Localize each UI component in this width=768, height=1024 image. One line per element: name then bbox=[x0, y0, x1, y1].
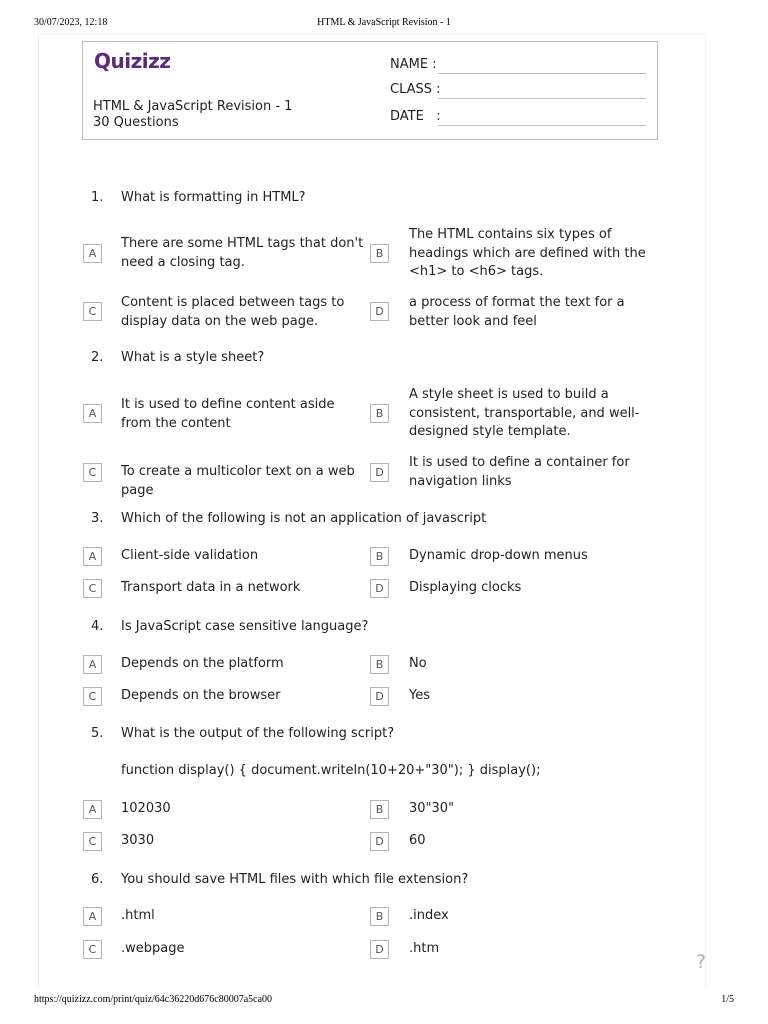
option-letter-box[interactable]: C bbox=[83, 302, 102, 321]
class-field[interactable] bbox=[390, 82, 650, 102]
date-line bbox=[438, 125, 646, 126]
option-text: a process of format the text for a better look and feel bbox=[409, 295, 625, 329]
option-letter-box[interactable]: A bbox=[83, 547, 102, 566]
question-text: What is formatting in HTML? bbox=[121, 190, 306, 205]
question-text: You should save HTML files with which file extension? bbox=[121, 872, 469, 887]
option-letter-box[interactable]: A bbox=[83, 907, 102, 926]
option-letter-box[interactable]: C bbox=[83, 463, 102, 482]
option-letter-box[interactable]: A bbox=[83, 244, 102, 263]
option-letter-box[interactable]: B bbox=[370, 655, 389, 674]
option-letter-box[interactable]: D bbox=[370, 463, 389, 482]
option-text: A style sheet is used to build a consistent, transportable, and well-designed style template. bbox=[409, 387, 640, 439]
option-text: 102030 bbox=[121, 801, 171, 816]
question-number: 2. bbox=[91, 350, 104, 365]
date-label: DATE : bbox=[390, 109, 441, 124]
help-icon[interactable]: ? bbox=[696, 951, 707, 973]
option-letter-box[interactable]: A bbox=[83, 800, 102, 819]
print-header bbox=[0, 17, 768, 31]
option-text: .index bbox=[409, 908, 449, 923]
option-letter-box[interactable]: D bbox=[370, 832, 389, 851]
option-letter-box[interactable]: D bbox=[370, 940, 389, 959]
option-text: Depends on the browser bbox=[121, 688, 281, 703]
option-letter-box[interactable]: C bbox=[83, 940, 102, 959]
option-text: .htm bbox=[409, 941, 440, 956]
option-letter-box[interactable]: C bbox=[83, 832, 102, 851]
print-footer bbox=[0, 994, 768, 1008]
option-text: Client-side validation bbox=[121, 548, 259, 563]
question-number: 1. bbox=[91, 190, 104, 205]
question-number: 3. bbox=[91, 511, 104, 526]
name-line bbox=[438, 73, 646, 74]
option-letter-box[interactable]: D bbox=[370, 302, 389, 321]
option-letter-box[interactable]: C bbox=[83, 579, 102, 598]
print-datetime: 30/07/2023, 12:18 bbox=[34, 17, 108, 28]
option-letter-box[interactable]: A bbox=[83, 404, 102, 423]
option-letter-box[interactable]: C bbox=[83, 687, 102, 706]
option-text: No bbox=[409, 656, 427, 671]
question-text: What is a style sheet? bbox=[121, 350, 265, 365]
print-page-number: 1/5 bbox=[721, 994, 734, 1005]
question-number: 5. bbox=[91, 726, 104, 741]
option-text: .webpage bbox=[121, 941, 185, 956]
print-url: https://quizizz.com/print/quiz/64c36220d676c80007a5ca00 bbox=[34, 994, 273, 1005]
option-text: Content is placed between tags to display data on the web page. bbox=[121, 295, 345, 329]
option-letter-box[interactable]: B bbox=[370, 547, 389, 566]
quiz-title: HTML & JavaScript Revision - 1 bbox=[93, 99, 293, 114]
code-snippet: function display() { document.writeln(10+20+"30"); } display(); bbox=[121, 763, 541, 778]
option-text: Transport data in a network bbox=[121, 580, 301, 595]
question-number: 6. bbox=[91, 872, 104, 887]
option-text: .html bbox=[121, 908, 155, 923]
option-letter-box[interactable]: D bbox=[370, 579, 389, 598]
option-letter-box[interactable]: B bbox=[370, 404, 389, 423]
option-text: 30"30" bbox=[409, 801, 455, 816]
date-field[interactable] bbox=[390, 109, 650, 129]
option-text: The HTML contains six types of headings which are defined with the <h1> to <h6> tags. bbox=[409, 227, 646, 279]
option-text: Dynamic drop-down menus bbox=[409, 548, 588, 563]
option-text: Yes bbox=[409, 688, 430, 703]
class-line bbox=[438, 98, 646, 99]
option-letter-box[interactable]: D bbox=[370, 687, 389, 706]
name-field[interactable] bbox=[390, 57, 650, 77]
option-text: 60 bbox=[409, 833, 426, 848]
option-text: It is used to define a container for navigation links bbox=[409, 455, 630, 489]
option-text: 3030 bbox=[121, 833, 155, 848]
option-text: To create a multicolor text on a web page bbox=[121, 464, 355, 498]
option-letter-box[interactable]: B bbox=[370, 800, 389, 819]
option-letter-box[interactable]: B bbox=[370, 244, 389, 263]
option-text: Displaying clocks bbox=[409, 580, 522, 595]
quizizz-logo: Quizizz bbox=[94, 49, 171, 73]
option-letter-box[interactable]: B bbox=[370, 907, 389, 926]
option-text: There are some HTML tags that don't need a closing tag. bbox=[121, 236, 364, 270]
option-text: It is used to define content aside from the content bbox=[121, 397, 335, 431]
question-number: 4. bbox=[91, 619, 104, 634]
question-text: What is the output of the following script? bbox=[121, 726, 395, 741]
question-text: Which of the following is not an application of javascript bbox=[121, 511, 487, 526]
question-text: Is JavaScript case sensitive language? bbox=[121, 619, 369, 634]
name-label: NAME : bbox=[390, 57, 437, 72]
class-label: CLASS : bbox=[390, 82, 441, 97]
option-text: Depends on the platform bbox=[121, 656, 284, 671]
quiz-header-box bbox=[82, 41, 658, 140]
print-doc-title: HTML & JavaScript Revision - 1 bbox=[317, 17, 451, 28]
question-count: 30 Questions bbox=[93, 115, 179, 130]
option-letter-box[interactable]: A bbox=[83, 655, 102, 674]
